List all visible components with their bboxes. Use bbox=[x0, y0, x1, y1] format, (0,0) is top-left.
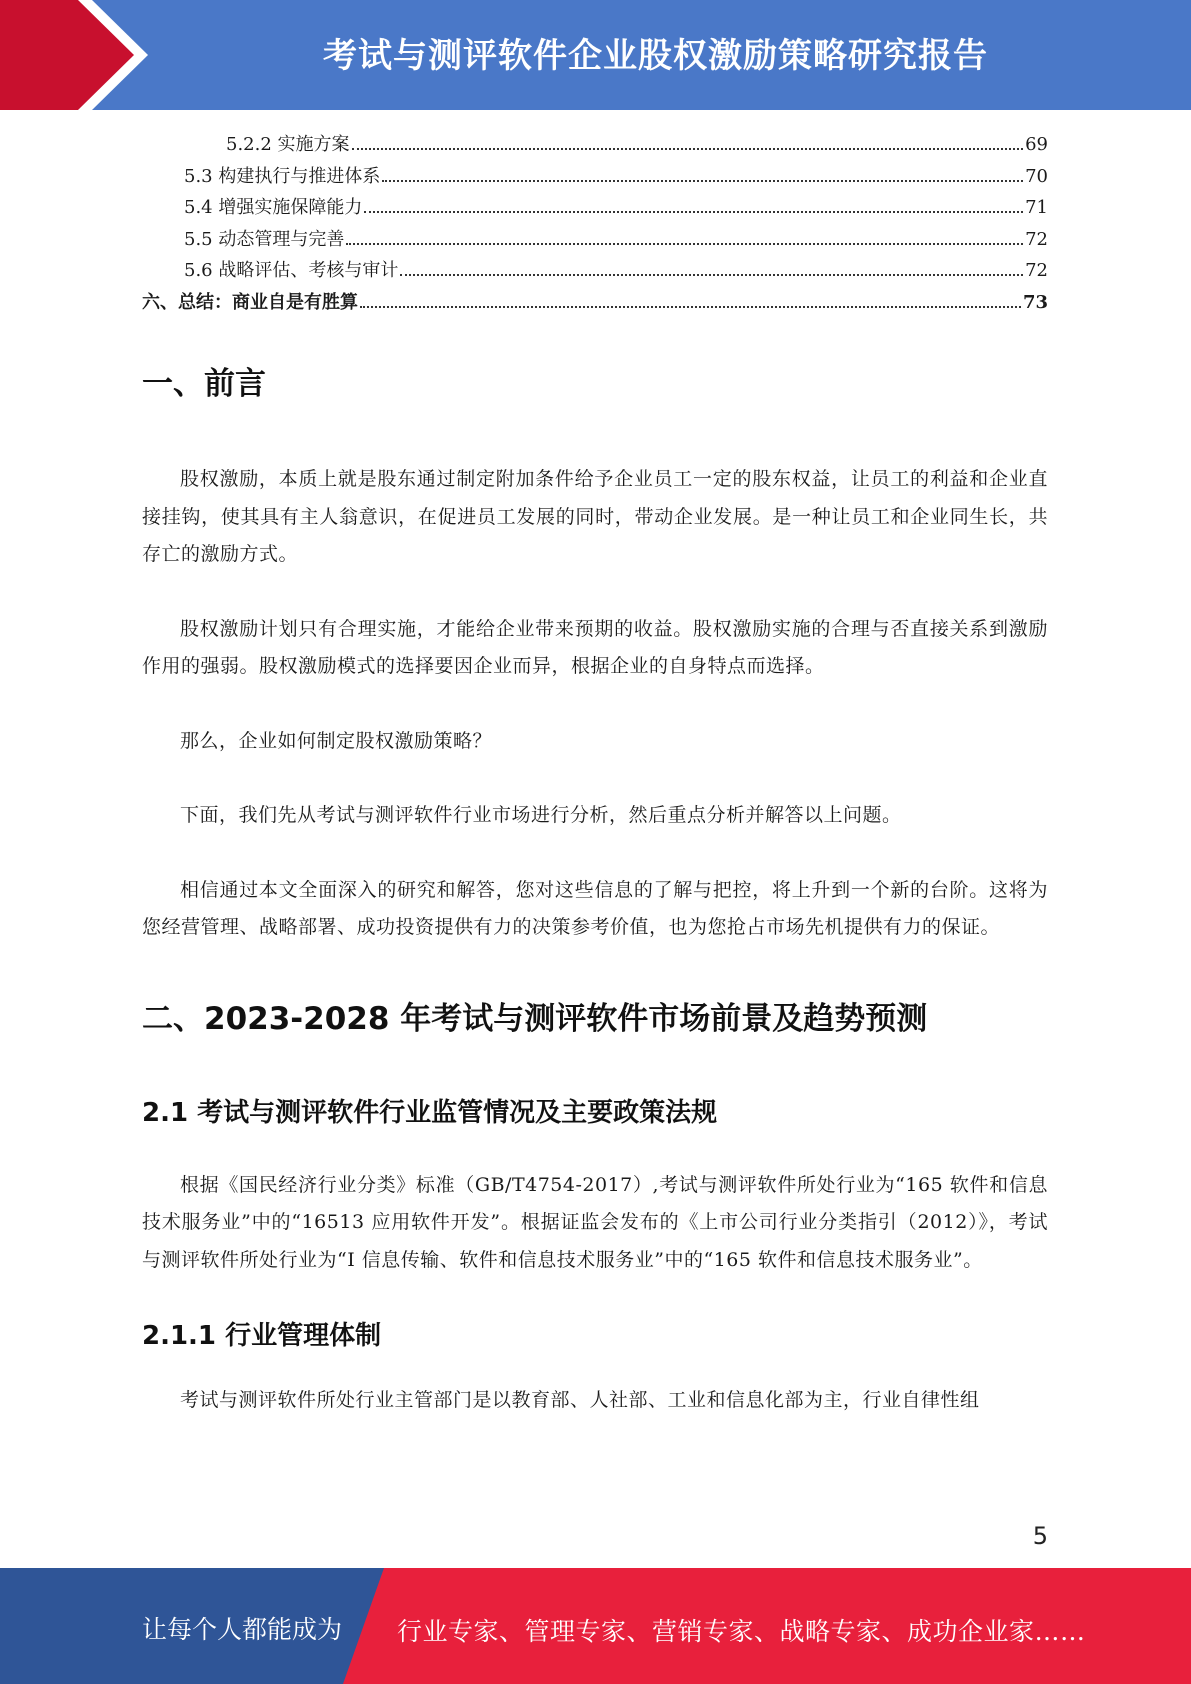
toc-entry-page: 72 bbox=[1025, 228, 1048, 250]
paragraph: 考试与测评软件所处行业主管部门是以教育部、人社部、工业和信息化部为主，行业自律性组 bbox=[180, 1389, 980, 1411]
section-heading: 二、2023-2028 年考试与测评软件市场前景及趋势预测 bbox=[142, 1000, 928, 1037]
header-chevron-icon bbox=[0, 0, 160, 110]
footer-slogan-left: 让每个人都能成为 bbox=[142, 1615, 343, 1644]
toc-entry-label: 5.3 构建执行与推进体系 bbox=[184, 165, 381, 187]
toc-entry-label: 六、总结：商业自是有胜算 bbox=[142, 291, 358, 313]
page-footer bbox=[0, 1568, 1191, 1684]
toc-entry[interactable] bbox=[142, 225, 1048, 257]
toc-leader-dots bbox=[364, 211, 1023, 213]
toc-entry-page: 72 bbox=[1025, 260, 1048, 281]
toc-entry[interactable] bbox=[142, 130, 1048, 162]
table-of-contents bbox=[142, 130, 1048, 319]
paragraph: 股权激励，本质上就是股东通过制定附加条件给予企业员工一定的股东权益，让员工的利益和企业直接挂钩，使其具有主人翁意识，在促进员工发展的同时，带动企业发展。是一种让员工和企业同生长，共存亡的激励方式。 bbox=[142, 468, 1048, 565]
toc-entry-label: 5.5 动态管理与完善 bbox=[184, 228, 345, 250]
toc-leader-dots bbox=[400, 274, 1023, 276]
toc-entry[interactable] bbox=[142, 256, 1048, 288]
page-header bbox=[0, 0, 1191, 110]
toc-leader-dots bbox=[352, 148, 1024, 150]
toc-leader-dots bbox=[382, 180, 1023, 182]
toc-entry-page: 69 bbox=[1025, 134, 1048, 155]
toc-leader-dots bbox=[346, 243, 1023, 245]
toc-entry-page: 71 bbox=[1025, 197, 1048, 218]
paragraph: 下面，我们先从考试与测评软件行业市场进行分析，然后重点分析并解答以上问题。 bbox=[180, 804, 902, 826]
page-number: 5 bbox=[1032, 1522, 1048, 1550]
paragraph: 根据《国民经济行业分类》标准（GB/T4754-2017）,考试与测评软件所处行业为“165 软件和信息技术服务业”中的“16513 应用软件开发”。根据证监会发布的《上市公司行业分类指引（2012）》，考试与测评软件所处行业为“I 信息传输、软件和信息技术服务业”中的“165 软件和信息技术服务业”。 bbox=[142, 1173, 1048, 1271]
toc-entry[interactable] bbox=[142, 193, 1048, 225]
toc-entry-page: 73 bbox=[1022, 291, 1048, 313]
section-heading: 一、前言 bbox=[142, 366, 266, 402]
subsection-heading: 2.1 考试与测评软件行业监管情况及主要政策法规 bbox=[142, 1097, 718, 1128]
toc-entry-label: 5.4 增强实施保障能力 bbox=[184, 197, 363, 218]
footer-slogan-right: 行业专家、管理专家、营销专家、战略专家、成功企业家…… bbox=[397, 1617, 1086, 1646]
document-body bbox=[142, 300, 1048, 1420]
subsection-heading: 2.1.1 行业管理体制 bbox=[142, 1321, 382, 1351]
toc-entry[interactable] bbox=[142, 162, 1048, 194]
paragraph: 股权激励计划只有合理实施，才能给企业带来预期的收益。股权激励实施的合理与否直接关系到激励作用的强弱。股权激励模式的选择要因企业而异，根据企业的自身特点而选择。 bbox=[142, 617, 1048, 677]
toc-entry-page: 70 bbox=[1025, 165, 1048, 187]
paragraph: 那么，企业如何制定股权激励策略？ bbox=[180, 729, 493, 752]
paragraph: 相信通过本文全面深入的研究和解答，您对这些信息的了解与把控，将上升到一个新的台阶。这将为您经营管理、战略部署、成功投资提供有力的决策参考价值，也为您抢占市场先机提供有力的保证。 bbox=[142, 878, 1048, 938]
toc-entry-label: 5.2.2 实施方案 bbox=[226, 134, 350, 155]
document-title: 考试与测评软件企业股权激励策略研究报告 bbox=[323, 36, 988, 76]
toc-entry-label: 5.6 战略评估、考核与审计 bbox=[184, 260, 399, 281]
